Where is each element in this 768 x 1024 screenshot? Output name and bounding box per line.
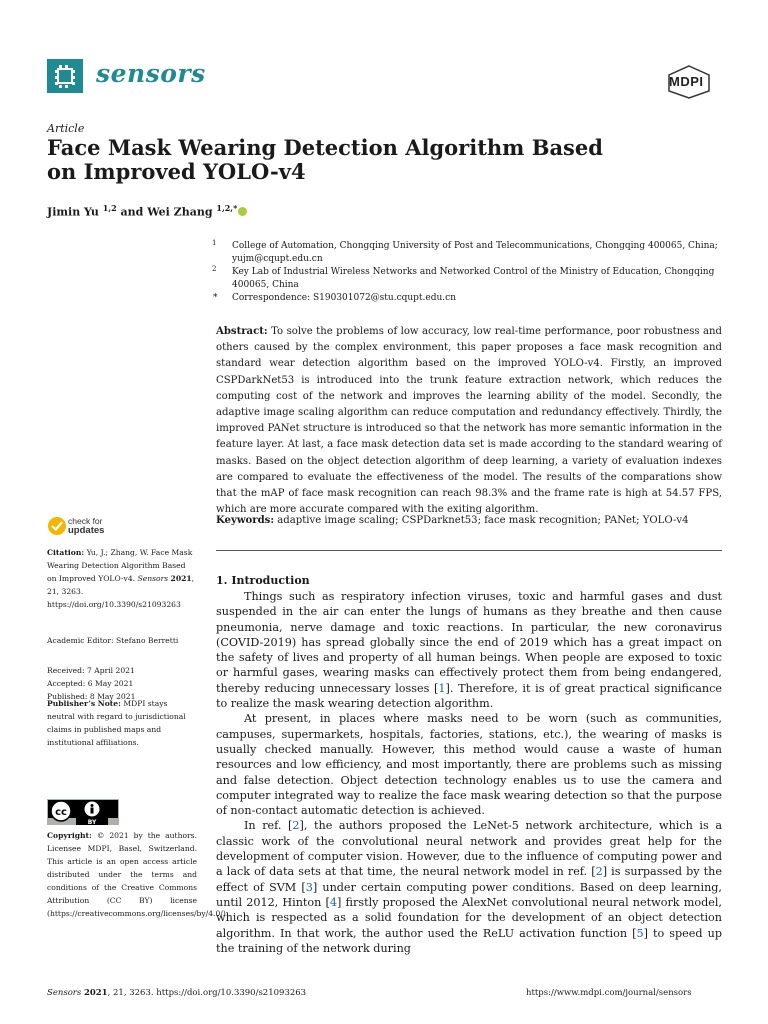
journal-name: sensors — [96, 59, 206, 88]
paper-title: Face Mask Wearing Detection Algorithm Based on Improved YOLO-v4 — [47, 135, 603, 184]
author-conjunction: and — [120, 205, 144, 219]
introduction-body — [216, 589, 722, 956]
footer-doi[interactable]: , 21, 3263. https://doi.org/10.3390/s21093263 — [107, 988, 307, 998]
affiliation-number: 2 — [212, 265, 217, 273]
citation — [47, 546, 197, 611]
citation-ref[interactable]: 4 — [329, 895, 338, 909]
copyright — [47, 829, 229, 920]
author-list — [47, 203, 247, 219]
academic-editor: Academic Editor: Stefano Berretti — [47, 636, 179, 645]
abstract-label: Abstract: — [216, 326, 268, 337]
affiliation-item — [212, 266, 732, 292]
author-name[interactable]: Wei Zhang — [147, 205, 213, 219]
affiliation-number: * — [213, 293, 218, 303]
citation-ref[interactable]: 1 — [438, 681, 446, 695]
footer-year: 2021 — [83, 988, 108, 998]
received-date: Received: 7 April 2021 — [47, 666, 135, 675]
footer-journal-url[interactable]: https://www.mdpi.com/journal/sensors — [526, 988, 692, 998]
check-updates-line2: updates — [68, 525, 105, 536]
svg-text:cc: cc — [55, 807, 67, 818]
sensors-logo-icon — [47, 59, 83, 93]
citation-year: 2021 — [170, 574, 192, 583]
affiliation-item — [212, 292, 732, 305]
keywords-label: Keywords: — [216, 515, 275, 526]
keywords-text: adaptive image scaling; CSPDarknet53; face mask recognition; PANet; YOLO-v4 — [277, 515, 689, 526]
affiliation-item — [212, 240, 732, 266]
affiliations — [212, 240, 732, 305]
citation-ref[interactable]: 5 — [636, 926, 644, 940]
citation-journal: Sensors — [137, 574, 169, 583]
paragraph: Things such as respiratory infection viruses, toxic and harmful gases and dust suspended in the air can enter the lungs of humans as they breathe and then cause pneumonia, nerve damage and toxic reactions. In particular, the new coronavirus (COVID-2019) has spread globally since the end of 2019 which has a great impact on the safety of lives and property of all human beings. When people are exposed to toxic or harmful gases, wearing masks can effectively protect them from being endangered, thereby reducing unnecessary losses [1]. Therefore, it is of great practical significance to realize the mask wearing detection algorithm. — [216, 590, 722, 711]
copyright-text: © 2021 by the authors. Licensee MDPI, Basel, Switzerland. This article is an open access article distributed under the terms and conditions of the Creative Commons Attribution (CC BY) license (https://creativecommons.org/licenses/by/4.0/). — [47, 831, 229, 918]
footer-journal: Sensors — [47, 988, 82, 998]
orcid-icon[interactable] — [238, 207, 247, 216]
section-divider — [216, 550, 722, 551]
check-updates-link[interactable] — [68, 517, 104, 535]
footer-citation — [47, 988, 306, 998]
correspondence-text[interactable]: Correspondence: S190301072@stu.cqupt.edu.cn — [232, 293, 456, 303]
copyright-label: Copyright: — [47, 831, 92, 840]
section-heading: 1. Introduction — [216, 574, 310, 587]
author-name[interactable]: Jimin Yu — [47, 205, 99, 219]
publishers-note — [47, 697, 197, 749]
abstract-text: To solve the problems of low accuracy, low real-time performance, poor robustness and others caused by the complex environment, this paper proposes a face mask recognition and standard wear detection algorithm based on the improved YOLO-v4. Firstly, an improved CSPDarkNet53 is introduced into the trunk feature extraction network, which reduces the computing cost of the network and improves the learning ability of the model. Secondly, the adaptive image scaling algorithm can reduce computation and redundancy effectively. Thirdly, the improved PANet structure is introduced so that the network has more semantic information in the feature layer. At last, a face mask detection data set is made according to the standard wearing of masks. Based on the object detection algorithm of deep learning, a variety of evaluation indexes are compared to evaluate the effectiveness of the model. The results of the comparations show that the mAP of face mask recognition can reach 98.3% and the frame rate is high at 54.57 FPS, which are more accurate compared with the exiting algorithm. — [216, 326, 722, 516]
published-date: Published: 8 May 2021 — [47, 692, 136, 701]
affiliation-text: College of Automation, Chongqing University of Post and Telecommunications, Chongqing 400065, China; yujm@cqupt.edu.cn — [232, 241, 718, 264]
citation-label: Citation: — [47, 548, 85, 557]
author-affil-sup: 1,2,* — [216, 203, 238, 213]
citation-ref[interactable]: 3 — [305, 880, 313, 894]
affiliation-text: Key Lab of Industrial Wireless Networks and Networked Control of the Ministry of Education, Chongqing 400065, China — [232, 267, 715, 290]
cc-by-license-icon[interactable] — [47, 799, 119, 825]
check-updates-icon[interactable] — [47, 516, 67, 536]
citation-ref[interactable]: 2 — [595, 865, 603, 879]
cc-by-label: BY — [87, 819, 97, 825]
publisher-name: MDPI — [669, 74, 704, 89]
pubnote-text: MDPI stays neutral with regard to jurisdictional claims in published maps and institutional affiliations. — [47, 699, 186, 747]
paragraph: In ref. [2], the authors proposed the LeNet-5 network architecture, which is a classic work of the convolutional neural network and provides great help for the development of computer vision. However, due to the influence of computing power and a lack of data sets at that time, the neural network model in ref. [2] is surpassed by the effect of SVM [3] under certain computing power conditions. Based on deep learning, until 2012, Hinton [4] firstly proposed the AlexNet convolutional neural network model, which is respected as a solid foundation for the development of an object detection algorithm. In that work, the author used the ReLU activation function [5] to speed up the training of the network during — [216, 819, 723, 955]
author-affil-sup: 1,2 — [102, 203, 117, 213]
citation-doi[interactable]: , 21, 3263. https://doi.org/10.3390/s21093263 — [47, 574, 195, 609]
citation-text: Yu, J.; Zhang, W. Face Mask Wearing Detection Algorithm Based on Improved YOLO-v4. — [47, 548, 193, 583]
accepted-date: Accepted: 6 May 2021 — [47, 679, 134, 688]
paragraph: At present, in places where masks need to be worn (such as communities, campuses, supermarkets, hospitals, factories, stations, etc.), the wearing of masks is usually checked manually. However, this method would cause a waste of human resources and low efficiency, and most importantly, there are problems such as missing and false detection. Object detection technology enables us to use the camera and computer integrated way to realize the face mask wearing detection so that the purpose of non-contact automatic detection is achieved. — [216, 712, 722, 818]
pubnote-label: Publisher’s Note: — [47, 699, 121, 708]
keywords — [216, 514, 722, 528]
citation-ref[interactable]: 2 — [292, 819, 300, 833]
abstract — [216, 324, 722, 518]
article-type: Article — [47, 122, 85, 135]
affiliation-number: 1 — [212, 239, 217, 247]
check-updates-line1: check for — [68, 516, 103, 526]
